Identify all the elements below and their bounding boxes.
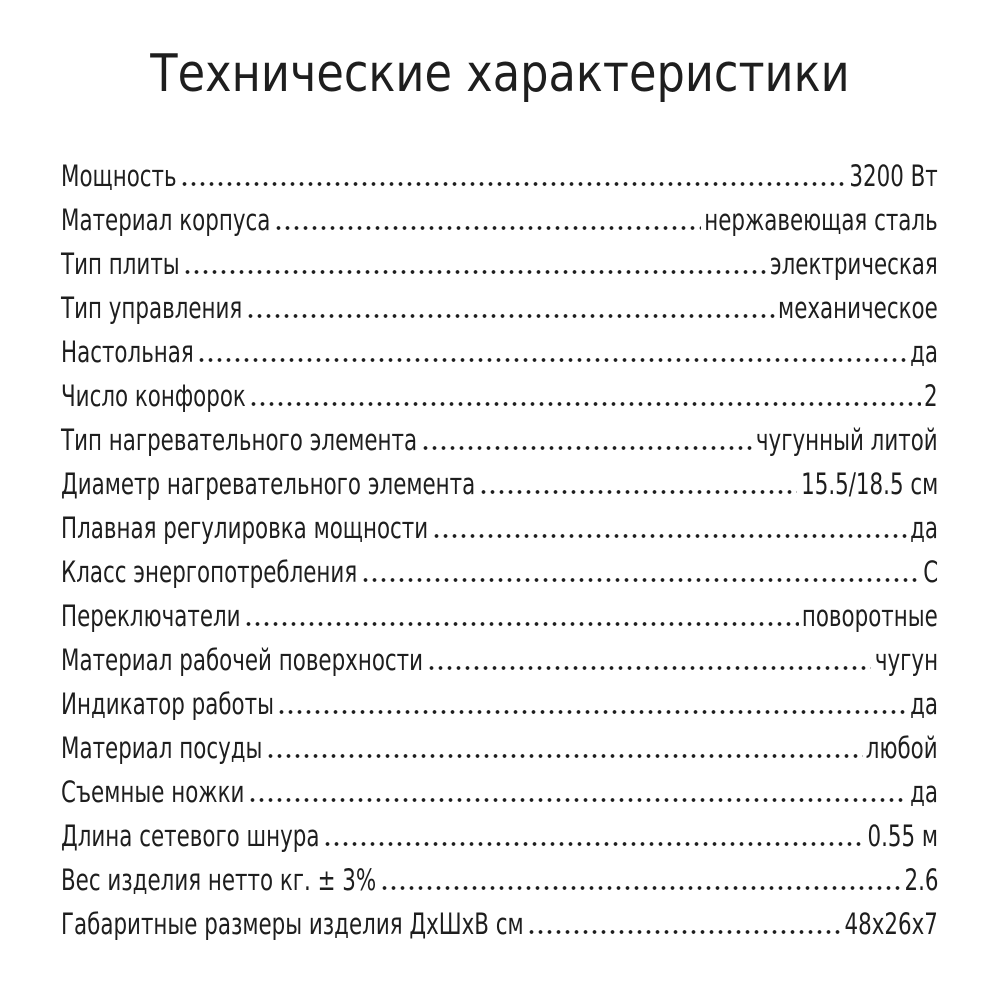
spec-label-text: Длина сетевого шнура [61,819,320,853]
spec-label [61,638,424,682]
spec-label-text: Съемные ножки [61,775,245,809]
dot-leader [380,885,900,891]
spec-row [61,154,938,198]
spec-label-text: Плавная регулировка мощности [61,511,429,545]
spec-label-text: Габаритные размеры изделия ДхШхВ см [61,907,524,941]
spec-value-text: да [910,687,938,721]
dot-leader [249,401,921,407]
spec-value-text: 2 [924,379,938,413]
spec-label [61,462,476,506]
spec-row [61,286,938,330]
spec-label [61,814,320,858]
dot-leader [427,665,871,671]
spec-label [61,682,274,726]
spec-value-text: да [910,335,938,369]
spec-row [61,418,938,462]
dot-leader [180,181,846,187]
spec-label-text: Диаметр нагревательного элемента [61,467,476,501]
spec-value-text: да [910,775,938,809]
spec-value-text: 0.55 м [867,819,938,853]
spec-row [61,814,938,858]
dot-leader [323,841,864,847]
spec-label [61,374,246,418]
spec-row [61,506,938,550]
dot-leader [183,269,767,275]
spec-label-text: Число конфорок [61,379,246,413]
page-title: Технические характеристики [150,44,850,104]
spec-row [61,242,938,286]
spec-label [61,330,194,374]
spec-row [61,374,938,418]
spec-label-text: Материал посуды [61,731,263,765]
spec-label [61,770,245,814]
spec-row [61,682,938,726]
spec-label [61,506,429,550]
spec-value-text: 48x26x7 [844,907,938,941]
spec-value-text: С [923,555,938,589]
dot-leader [246,313,775,319]
spec-label-text: Материал рабочей поверхности [61,643,424,677]
spec-label [61,726,263,770]
spec-row [61,550,938,594]
spec-row [61,770,938,814]
dot-leader [197,357,907,363]
spec-label-text: Мощность [61,159,177,193]
spec-label-text: Переключатели [61,599,241,633]
spec-label [61,154,177,198]
spec-value-text: механическое [778,291,938,325]
dot-leader [527,929,841,935]
spec-label-text: Материал корпуса [61,203,271,237]
spec-label [61,286,243,330]
spec-label [61,594,241,638]
spec-label [61,198,271,242]
spec-value-text: чугун [874,643,938,677]
spec-value-text: да [910,511,938,545]
spec-row [61,726,938,770]
spec-label [61,858,377,902]
dot-leader [277,709,907,715]
spec-row [61,330,938,374]
spec-label [61,550,358,594]
dot-leader [244,621,799,627]
spec-value-text: поворотные [802,599,938,633]
spec-label [61,242,180,286]
spec-value-text: нержавеющая сталь [704,203,938,237]
spec-row [61,858,938,902]
spec-label [61,418,418,462]
dot-leader [421,445,753,451]
spec-value-text: 2.6 [903,863,938,897]
spec-value-text: любой [866,731,938,765]
spec-value-text: 3200 Вт [849,159,938,193]
spec-label-text: Класс энергопотребления [61,555,358,589]
dot-leader [361,577,920,583]
spec-label-text: Вес изделия нетто кг. ± 3% [61,863,377,897]
spec-label-text: Настольная [61,335,194,369]
dot-leader [274,225,701,231]
spec-value-text: 15.5/18.5 см [800,467,938,501]
spec-row [61,638,938,682]
spec-label-text: Тип управления [61,291,243,325]
spec-row [61,594,938,638]
spec-label-text: Индикатор работы [61,687,274,721]
dot-leader [479,489,797,495]
spec-row [61,198,938,242]
spec-value-text: электрическая [770,247,938,281]
spec-row [61,462,938,506]
dot-leader [248,797,907,803]
spec-row [61,902,938,946]
spec-label-text: Тип плиты [61,247,180,281]
dot-leader [432,533,907,539]
spec-list [61,154,938,946]
dot-leader [266,753,863,759]
spec-label-text: Тип нагревательного элемента [61,423,418,457]
spec-value-text: чугунный литой [756,423,938,457]
spec-label [61,902,524,946]
